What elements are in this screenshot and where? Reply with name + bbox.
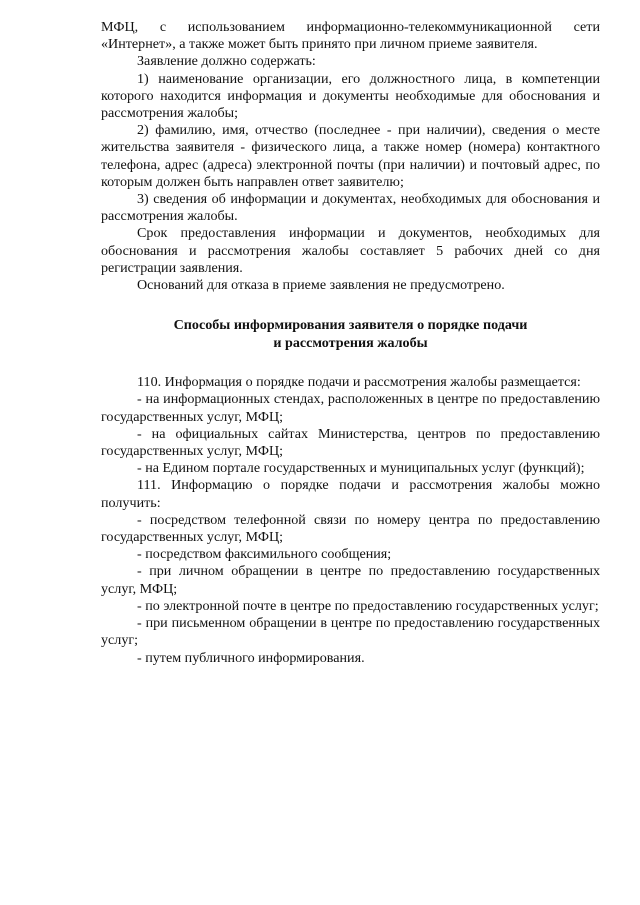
list-item-public: - путем публичного информирования.	[137, 649, 365, 666]
paragraph-deadline: Срок предоставления информации и документов, необходимых для обоснования и рассмотрения жалобы составляет 5 рабочих дней со дня регистрации заявления.	[101, 225, 600, 276]
section-heading	[101, 317, 600, 352]
paragraph-application-content: Заявление должно содержать:	[137, 53, 316, 70]
list-item-in-person: - при личном обращении в центре по предоставлению государственных услуг, МФЦ;	[101, 563, 600, 597]
paragraph-110: 110. Информация о порядке подачи и рассмотрения жалобы размещается:	[137, 374, 581, 391]
list-item-websites: - на официальных сайтах Министерства, центров по предоставлению государственных услуг, МФЦ;	[101, 425, 600, 460]
paragraph-no-refusal: Оснований для отказа в приеме заявления не предусмотрено.	[137, 277, 505, 294]
list-item-portal: - на Едином портале государственных и муниципальных услуг (функций);	[137, 460, 585, 477]
list-item-3: 3) сведения об информации и документах, необходимых для обоснования и рассмотрения жалобы.	[101, 191, 600, 225]
list-item-fax: - посредством факсимильного сообщения;	[137, 546, 392, 563]
document-body	[101, 19, 600, 667]
section-heading-line-2: и рассмотрения жалобы	[273, 334, 428, 351]
list-item-1: 1) наименование организации, его должностного лица, в компетенции которого находится информация и документы необходимые для обоснования и рассмотрения жалобы;	[101, 70, 600, 122]
list-item-phone: - посредством телефонной связи по номеру центра по предоставлению государственных услуг, МФЦ;	[101, 511, 600, 546]
list-item-written: - при письменном обращении в центре по предоставлению государственных услуг;	[101, 615, 600, 649]
section-heading-line-1: Способы информирования заявителя о порядке подачи	[173, 317, 528, 334]
paragraph-continuation: МФЦ, с использованием информационно-телекоммуникационной сети «Интернет», а также может быть принято при личном приеме заявителя.	[101, 19, 600, 53]
list-item-2: 2) фамилию, имя, отчество (последнее - при наличии), сведения о месте жительства заявителя - физического лица, а также номер (номера) контактного телефона, адрес (адреса) электронной почты (при наличии) и почтовый адрес, по которым должен быть направлен ответ заявителю;	[101, 122, 600, 190]
list-item-stands: - на информационных стендах, расположенных в центре по предоставлению государственных услуг, МФЦ;	[101, 391, 600, 425]
list-item-email: - по электронной почте в центре по предоставлению государственных услуг;	[137, 597, 599, 614]
paragraph-111: 111. Информацию о порядке подачи и рассмотрения жалобы можно получить:	[101, 477, 600, 511]
